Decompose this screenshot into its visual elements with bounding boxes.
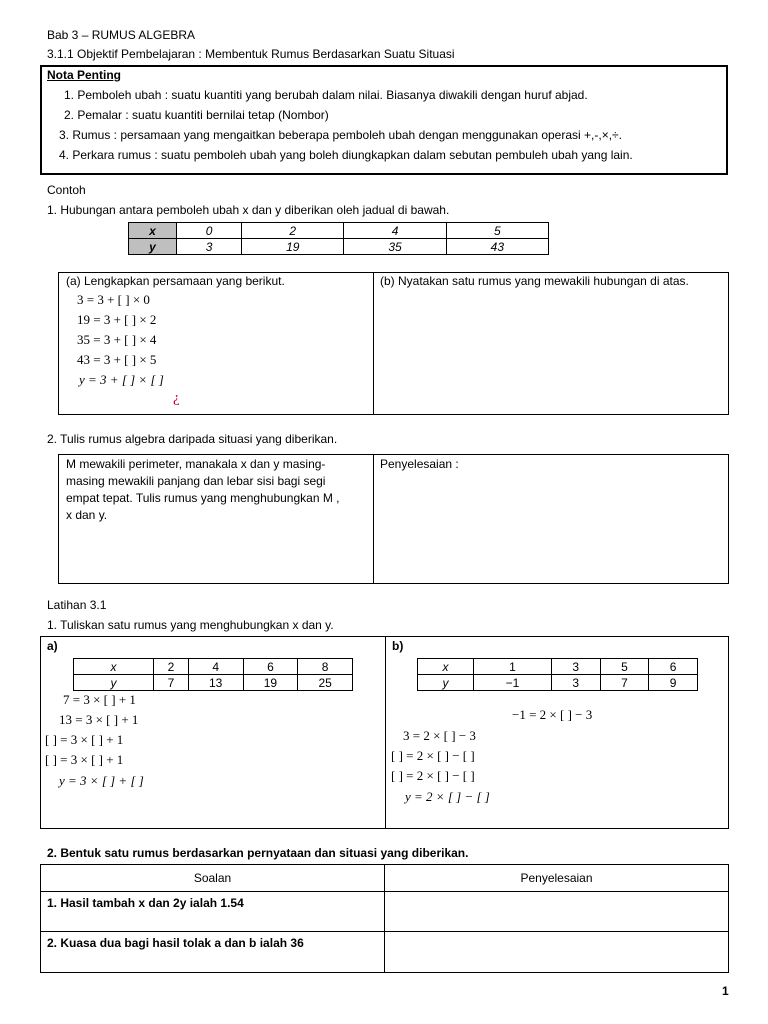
equation: −1 = 2 × [ ] − 3 [512,707,593,722]
equation: y = 3 × [ ] + [ ] [59,773,144,788]
page-number: 1 [722,984,729,998]
table-cell: 8 [298,659,353,675]
table-cell: 3 [551,659,600,675]
exercise-question-1: 1. Tuliskan satu rumus yang menghubungkan x dan y. [47,618,334,632]
example-parts-box [58,272,729,415]
learning-objective: 3.1.1 Objektif Pembelajaran : Membentuk Rumus Berdasarkan Suatu Situasi [47,47,455,61]
equation: 19 = 3 + [ ] × 2 [77,312,157,327]
equation: [ ] = 2 × [ ] − [ ] [391,768,475,783]
note-item: 1. Pemboleh ubah : suatu kuantiti yang berubah dalam nilai. Biasanya diwakili dengan huruf abjad. [64,88,588,102]
table-cell: 9 [649,675,698,691]
note-item: 3. Rumus : persamaan yang mengaitkan beberapa pemboleh ubah dengan menggunakan operasi +,-,×,÷. [59,128,622,142]
equation: [ ] = 3 × [ ] + 1 [45,732,124,747]
y-header: y [418,675,474,691]
answer-cell[interactable] [385,892,729,932]
column-header: Penyelesaian [385,865,729,892]
question-cell: 2. Kuasa dua bagi hasil tolak a dan b ialah 36 [41,932,385,973]
table-cell: 4 [344,223,446,239]
exercise-box [40,636,729,829]
equation: [ ] = 3 × [ ] + 1 [45,752,124,767]
chapter-title: Bab 3 – RUMUS ALGEBRA [47,28,196,42]
table-cell: 3 [177,239,242,255]
table-cell: 6 [649,659,698,675]
equation: 43 = 3 + [ ] × 5 [77,352,157,367]
part-b-label: b) [392,639,404,653]
stray-mark: ¿ [173,390,180,406]
part-a-title: (a) Lengkapkan persamaan yang berikut. [66,274,285,288]
part-a-label: a) [47,639,58,653]
table-cell: 2 [154,659,189,675]
notes-title: Nota Penting [47,68,121,82]
x-header: x [129,223,177,239]
table-cell: 0 [177,223,242,239]
x-header: x [74,659,154,675]
table-cell: 6 [243,659,298,675]
table-cell: 1 [474,659,552,675]
table-cell: 25 [298,675,353,691]
y-header: y [129,239,177,255]
situation-text: empat tepat. Tulis rumus yang menghubungkan M , [66,491,340,505]
exercise-a-table [73,658,353,691]
situation-text: x dan y. [66,508,108,522]
equation: y = 2 × [ ] − [ ] [405,789,490,804]
note-item: 4. Perkara rumus : suatu pemboleh ubah yang boleh diungkapkan dalam sebutan pembuleh ubah yang lain. [59,148,633,162]
equation: y = 3 + [ ] × [ ] [79,372,164,387]
example-question-2: 2. Tulis rumus algebra daripada situasi yang diberikan. [47,432,338,446]
table-cell: 35 [344,239,446,255]
situation-text: M mewakili perimeter, manakala x dan y masing- [66,457,326,471]
table-cell: 5 [446,223,548,239]
table-cell: 7 [154,675,189,691]
part-b-title: (b) Nyatakan satu rumus yang mewakili hubungan di atas. [380,274,689,288]
exercise-question-2: 2. Bentuk satu rumus berdasarkan pernyataan dan situasi yang diberikan. [47,846,469,860]
formula-table [40,864,729,973]
example-xy-table [128,222,549,255]
table-cell: −1 [474,675,552,691]
column-header: Soalan [41,865,385,892]
example-label: Contoh [47,183,86,197]
question-cell: 1. Hasil tambah x dan 2y ialah 1.54 [41,892,385,932]
table-cell: 19 [242,239,344,255]
table-cell: 13 [188,675,243,691]
equation: [ ] = 2 × [ ] − [ ] [391,748,475,763]
equation: 35 = 3 + [ ] × 4 [77,332,157,347]
table-cell: 2 [242,223,344,239]
x-header: x [418,659,474,675]
equation: 3 = 3 + [ ] × 0 [77,292,150,307]
solution-label: Penyelesaian : [380,457,459,471]
important-notes-box [40,65,728,175]
equation: 7 = 3 × [ ] + 1 [63,692,136,707]
table-cell: 43 [446,239,548,255]
equation: 13 = 3 × [ ] + 1 [59,712,139,727]
answer-cell[interactable] [385,932,729,973]
equation: 3 = 2 × [ ] − 3 [403,728,476,743]
exercise-label: Latihan 3.1 [47,598,107,612]
situation-text: masing mewakili panjang dan lebar sisi bagi segi [66,474,326,488]
table-cell: 7 [600,675,649,691]
note-item: 2. Pemalar : suatu kuantiti bernilai tetap (Nombor) [64,108,329,122]
table-cell: 3 [551,675,600,691]
situation-box [58,454,729,584]
table-cell: 4 [188,659,243,675]
y-header: y [74,675,154,691]
table-cell: 19 [243,675,298,691]
exercise-b-table [417,658,698,691]
example-question-1: 1. Hubungan antara pemboleh ubah x dan y diberikan oleh jadual di bawah. [47,203,450,217]
table-cell: 5 [600,659,649,675]
